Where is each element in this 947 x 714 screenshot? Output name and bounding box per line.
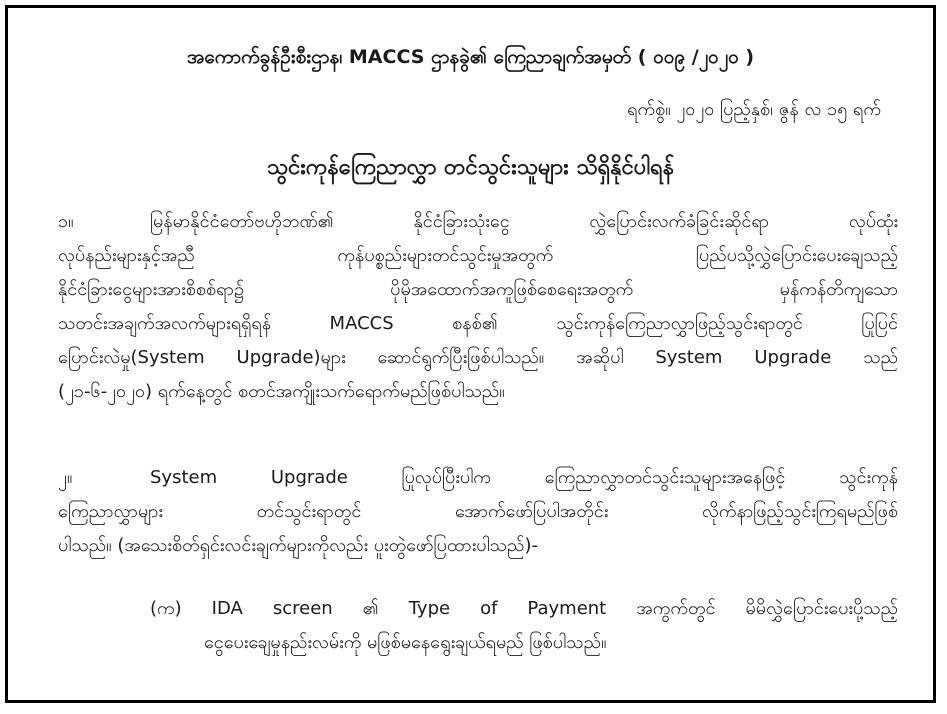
paragraph-1-line: လုပ်နည်းများနှင့်အညီ ကုန်ပစ္စည်းများတင်သွင်းမှုအတွက် ပြည်ပသို့လွှဲပြောင်းပေးချေသည့်: [58, 245, 898, 266]
paragraph-1-line: သတင်းအချက်အလက်များရရှိရန် MACCS စနစ်၏ သွင်းကုန်ကြေညာလွှာဖြည့်သွင်းရာတွင် ပြုပြင်: [58, 313, 898, 334]
announcement-header: အကောက်ခွန်ဦးစီးဌာန၊ MACCS ဌာနခွဲ၏ ကြေညာချက်အမှတ် ( ၀၀၉ /၂၀၂၀ ): [186, 46, 755, 68]
paragraph-2: [58, 461, 898, 563]
paragraph-1-line: [58, 205, 898, 239]
subitem-line: (က) IDA screen ၏ Type of Payment အကွက်တွင် မိမိလွှဲပြောင်းပေးပို့သည့်: [150, 598, 898, 619]
paragraph-1-line: (၂၁-၆-၂၀၂၀) ရက်နေ့တွင် စတင်အကျိုးသက်ရောက်မည်ဖြစ်ပါသည်။: [58, 381, 505, 402]
paragraph-2-line: ကြေညာလွှာများ တင်သွင်းရာတွင် အောက်ဖော်ပြပါအတိုင်း လိုက်နာဖြည့်သွင်းကြရမည်ဖြစ်: [58, 501, 898, 522]
paragraph-1-line-text: မြန်မာနိုင်ငံတော်ဗဟိုဘဏ်၏ နိုင်ငံခြားသုံးငွေ လွှဲပြောင်းလက်ခံခြင်းဆိုင်ရာ လုပ်ထုံး: [150, 211, 898, 232]
paragraph-2-line: [58, 461, 898, 495]
subitem-line: ငွေပေးချေမှုနည်းလမ်းကို မဖြစ်မနေရွေးချယ်ရမည် ဖြစ်ပါသည်။: [204, 632, 607, 653]
announcement-title: သွင်းကုန်ကြေညာလွှာ တင်သွင်းသူများ သိရှိနိုင်ပါရန်: [266, 155, 675, 180]
paragraph-1-number: ၁။: [58, 211, 74, 232]
paragraph-2-line-text: System Upgrade ပြုလုပ်ပြီးပါက ကြေညာလွှာတင်သွင်းသူများအနေဖြင့် သွင်းကုန်: [150, 467, 898, 488]
paragraph-3-subitem: [150, 592, 898, 660]
paragraph-1-line: ပြောင်းလဲမှု(System Upgrade)များ ဆောင်ရွက်ပြီးဖြစ်ပါသည်။ အဆိုပါ System Upgrade သည်: [58, 347, 898, 368]
paragraph-2-line: ပါသည်။ (အသေးစိတ်ရှင်းလင်းချက်များကိုလည်း ပူးတွဲဖော်ပြထားပါသည်)-: [58, 535, 538, 556]
paragraph-2-number: ၂။: [58, 467, 73, 488]
paragraph-1-line: နိုင်ငံခြားငွေများအားစိစစ်ရာ၌ ပိုမိုအထောက်အကူဖြစ်စေရေးအတွက် မှန်ကန်တိကျသော: [58, 279, 898, 300]
announcement-date: ရက်စွဲ။ ၂၀၂၀ ပြည့်နှစ်၊ ဇွန် လ ၁၅ ရက်: [627, 99, 881, 120]
paragraph-1: [58, 205, 898, 409]
announcement-page: [5, 5, 936, 703]
